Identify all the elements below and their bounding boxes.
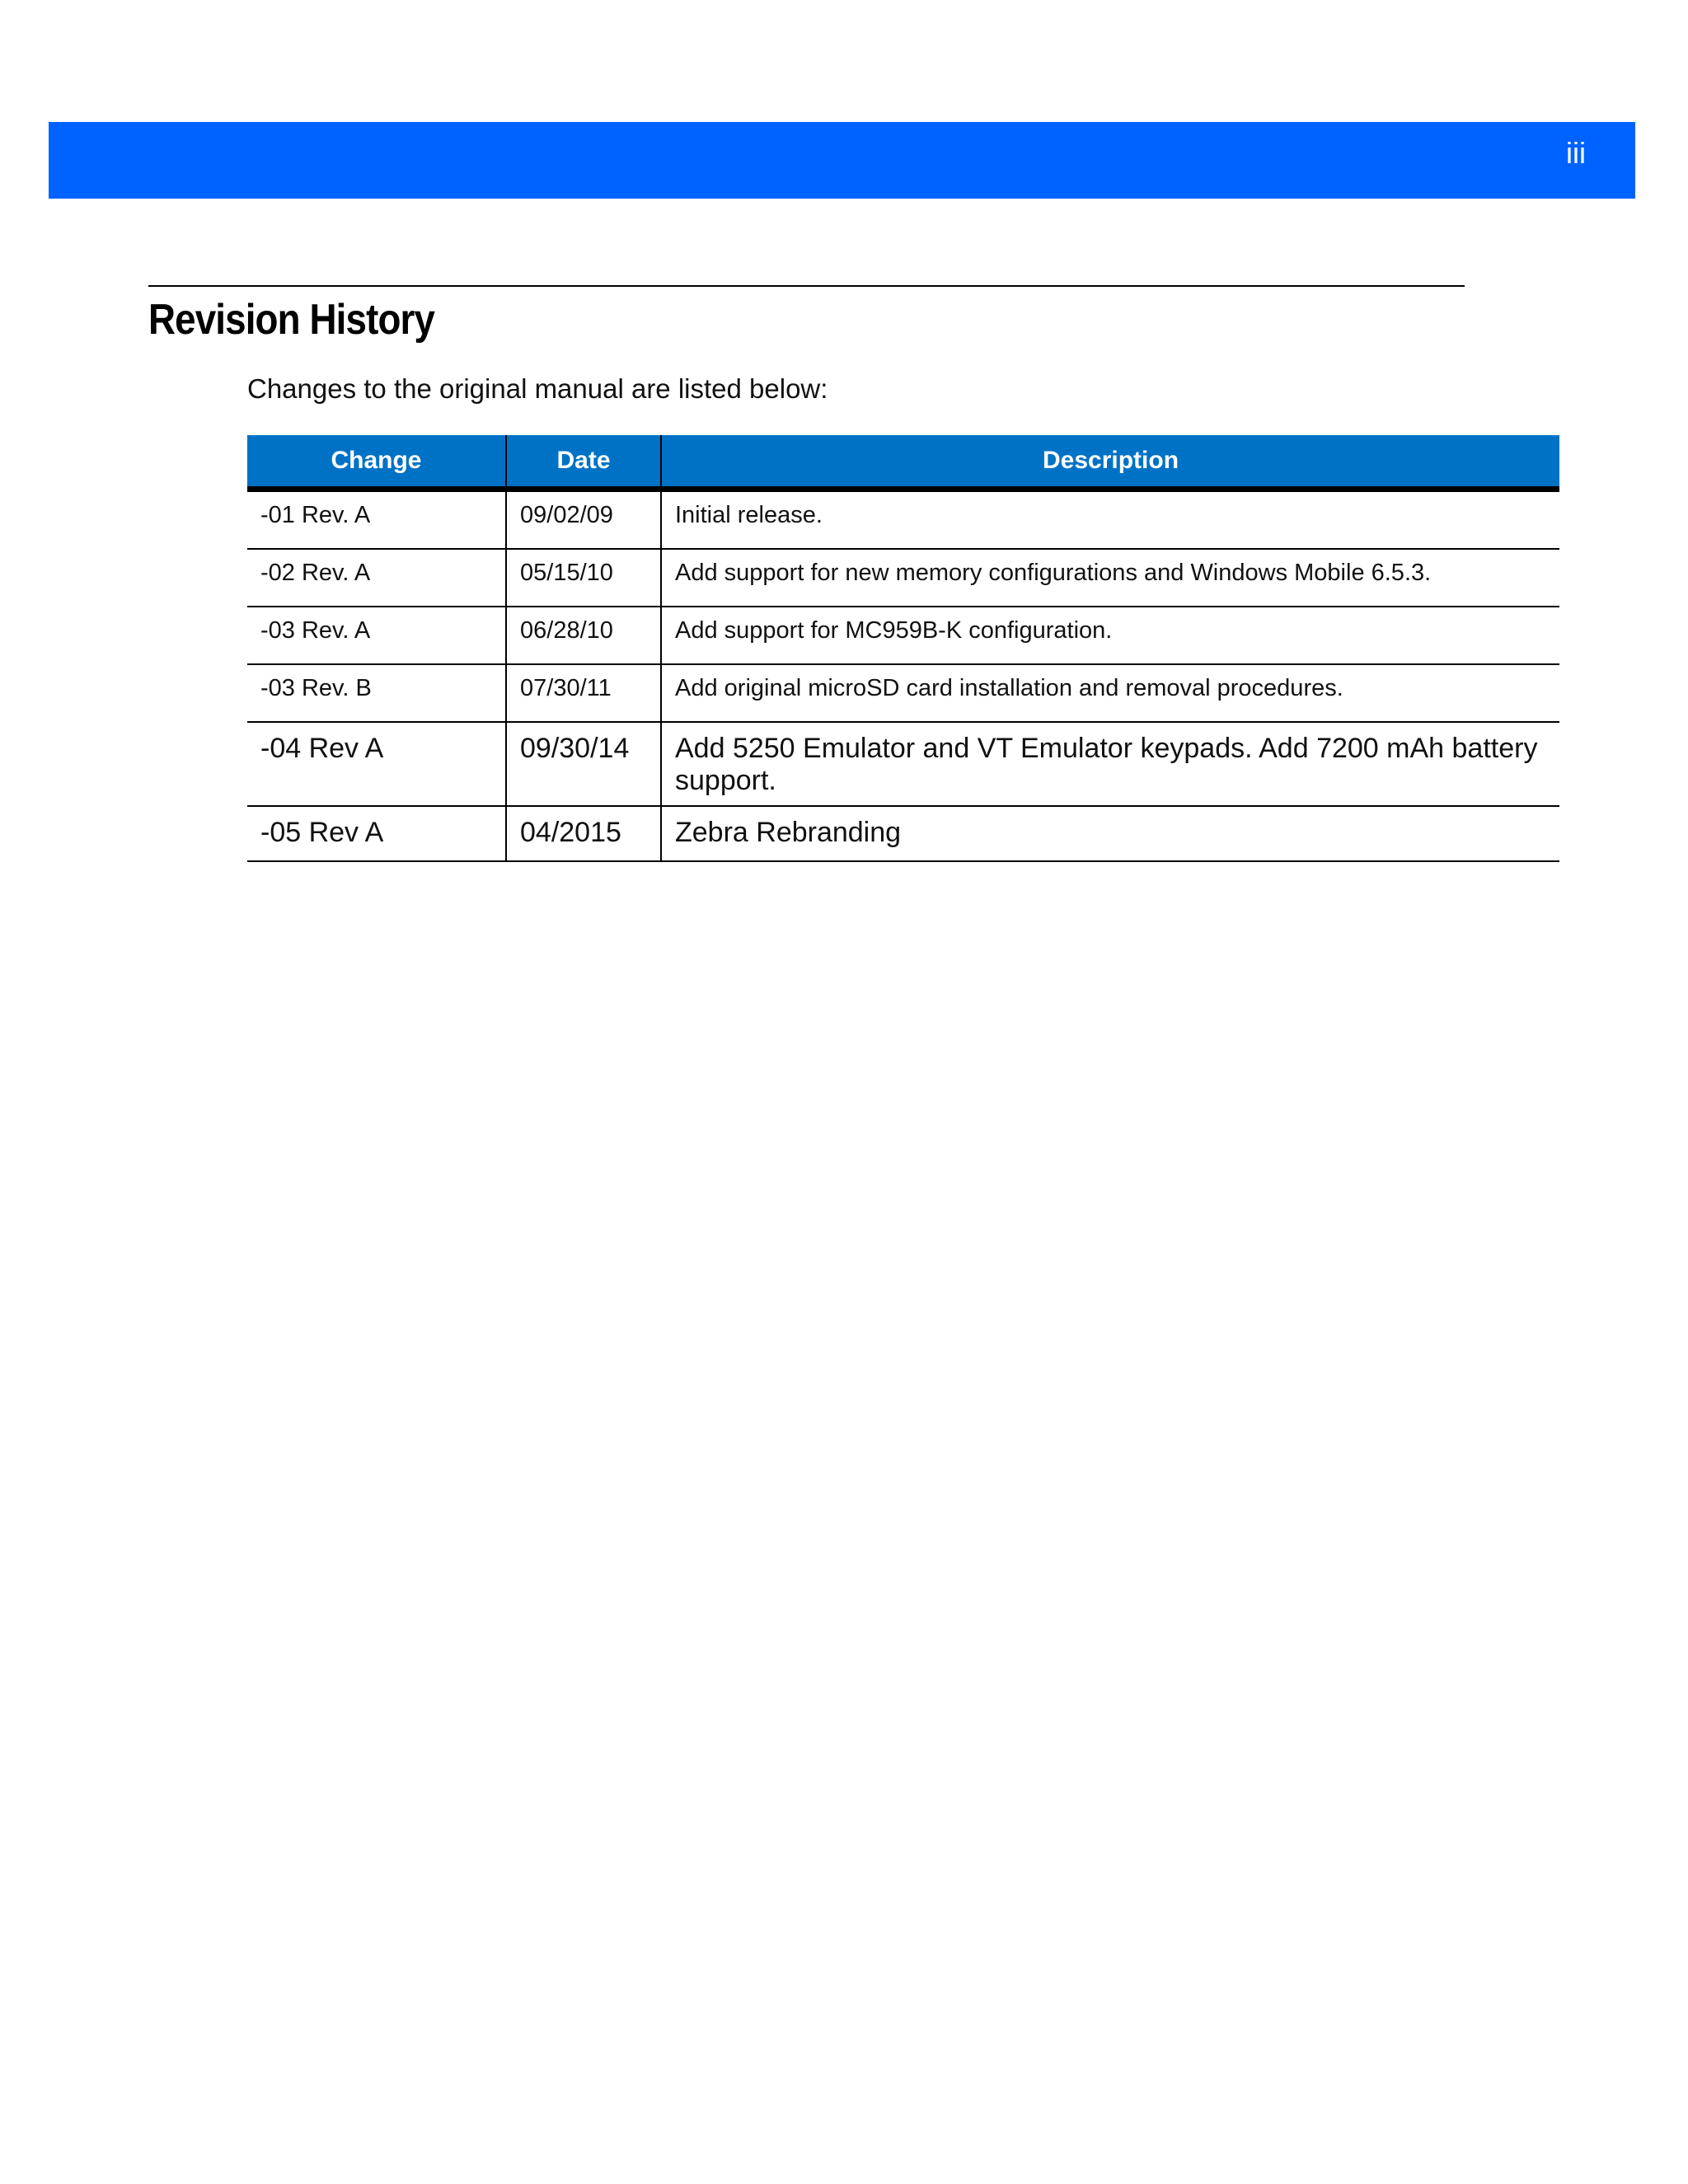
column-header-description: Description [661,435,1559,490]
date-cell: 07/30/11 [506,664,661,722]
table-row [247,806,1559,861]
description-cell: Add 5250 Emulator and VT Emulator keypads. Add 7200 mAh battery support. [661,722,1559,806]
table-row [247,607,1559,664]
change-cell: -04 Rev A [247,722,506,806]
column-header-date: Date [506,435,661,490]
revision-history-table [247,435,1559,862]
change-cell: -02 Rev. A [247,549,506,607]
description-cell: Add support for new memory configurations and Windows Mobile 6.5.3. [661,549,1559,607]
table-row [247,549,1559,607]
date-cell: 09/02/09 [506,490,661,550]
column-header-change: Change [247,435,506,490]
description-cell: Add original microSD card installation and removal procedures. [661,664,1559,722]
change-cell: -01 Rev. A [247,490,506,550]
table-header-row [247,435,1559,490]
change-cell: -03 Rev. A [247,607,506,664]
date-cell: 06/28/10 [506,607,661,664]
description-cell: Add support for MC959B-K configuration. [661,607,1559,664]
table-row [247,490,1559,550]
date-cell: 05/15/10 [506,549,661,607]
intro-text: Changes to the original manual are listed below: [247,373,828,404]
description-cell: Initial release. [661,490,1559,550]
change-cell: -03 Rev. B [247,664,506,722]
date-cell: 09/30/14 [506,722,661,806]
table-row [247,664,1559,722]
change-cell: -05 Rev A [247,806,506,861]
top-banner [49,122,1635,199]
heading-rule [148,285,1465,287]
page-number: iii [1566,136,1586,170]
table-row [247,722,1559,806]
page-title: Revision History [148,296,435,344]
date-cell: 04/2015 [506,806,661,861]
description-cell: Zebra Rebranding [661,806,1559,861]
